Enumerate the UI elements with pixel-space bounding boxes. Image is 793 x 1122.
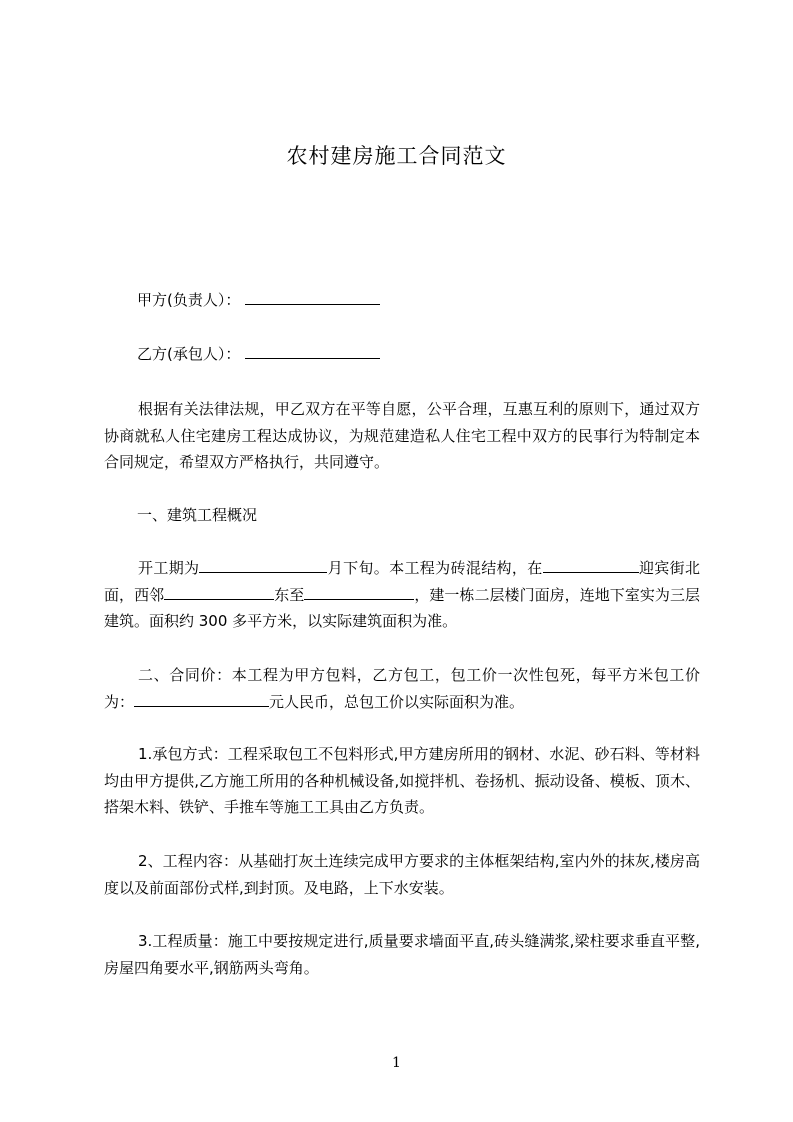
overview-text-2: 月下旬。本工程为砖混结构，在 [327,559,543,577]
overview-paragraph [104,555,700,635]
price-text-2: 元人民币，总包工价以实际面积为准。 [269,692,525,711]
west-neighbor-blank [164,583,274,600]
page-number: 1 [392,1055,401,1071]
party-a-label: 甲方(负责人）： [137,291,241,309]
section1-heading: 一、建筑工程概况 [137,506,258,524]
overview-text-3: 迎宾街北面，西邻 [104,559,700,604]
item3-paragraph: 3.工程质量：施工中要按规定进行,质量要求墙面平直,砖头缝满浆,梁柱要求垂直平整,房屋四角要水平,钢筋两头弯角。 [104,932,700,977]
overview-text-1: 开工期为 [138,559,200,577]
price-text-1: 二、合同价：本工程为甲方包料，乙方包工，包工价一次性包死，每平方米包工价为： [104,666,700,711]
item1-paragraph: 1.承包方式：工程采取包工不包料形式,甲方建房所用的钢材、水泥、砂石料、等材料均由甲方提供,乙方施工所用的各种机械设备,如搅拌机、卷扬机、振动设备、模板、顶木、搭架木料、铁铲、手推车等施工工具由乙方负责。 [104,745,700,816]
overview-text-5: ，建一栋二层楼门面房，连地下室实为三层建筑。面积约 300 多平方米，以实际建筑面积为准。 [104,585,700,630]
party-b-label: 乙方(承包人）： [137,345,241,363]
overview-text-4: 东至 [274,585,305,604]
location-blank [543,556,639,573]
document-title: 农村建房施工合同范文 [286,144,507,168]
party-b-blank [245,342,380,359]
party-a-line [137,287,733,313]
east-boundary-blank [304,583,414,600]
party-a-blank [245,288,380,305]
unit-price-blank [134,690,269,707]
party-b-line [137,341,733,367]
price-paragraph [104,662,700,715]
item2-paragraph: 2、工程内容：从基础打灰土连续完成甲方要求的主体框架结构,室内外的抹灰,楼房高度以及前面部份式样,到封顶。及电路，上下水安装。 [104,852,700,897]
intro-paragraph: 根据有关法律法规，甲乙双方在平等自愿，公平合理，互惠互利的原则下，通过双方协商就私人住宅建房工程达成协议，为规范建造私人住宅工程中双方的民事行为特制定本合同规定，希望双方严格执行，共同遵守。 [104,400,700,471]
start-date-blank [199,556,327,573]
